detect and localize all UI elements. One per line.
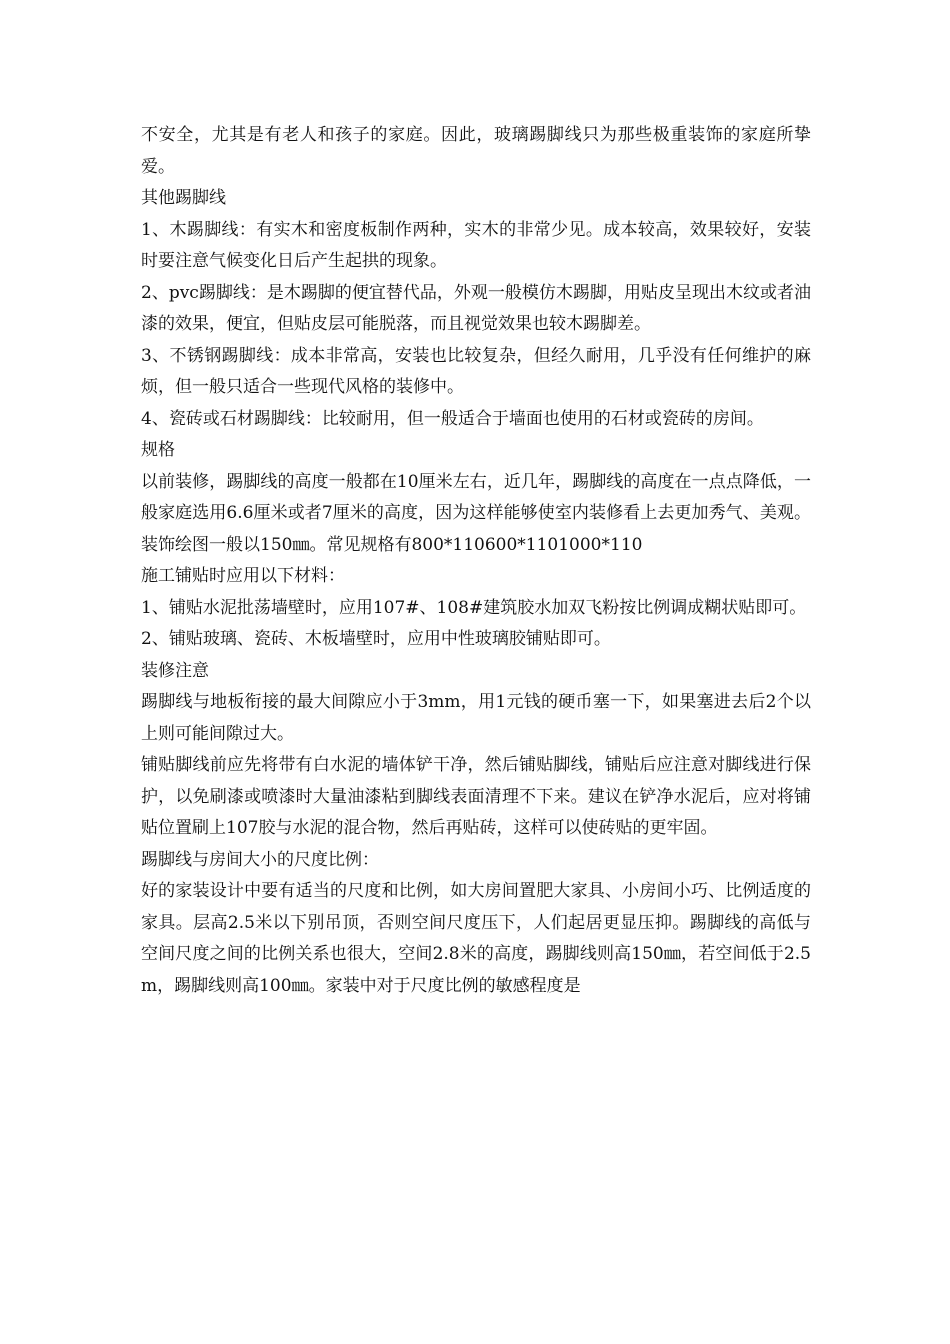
document-body	[141, 120, 811, 1002]
paragraph-glass-baseboard-safety: 不安全，尤其是有老人和孩子的家庭。因此，玻璃踢脚线只为那些极重装饰的家庭所挚爱。	[141, 125, 811, 177]
heading-installation-notes: 装修注意	[141, 660, 209, 681]
paragraph-tile-stone-baseboard: 4、瓷砖或石材踢脚线：比较耐用，但一般适合于墙面也使用的石材或瓷砖的房间。	[141, 408, 764, 429]
paragraph-gap-note: 踢脚线与地板衔接的最大间隙应小于3mm，用1元钱的硬币塞一下，如果塞进去后2个以上则可能间隙过大。	[141, 692, 811, 744]
paragraph-room-proportion: 好的家装设计中要有适当的尺度和比例，如大房间置肥大家具、小房间小巧、比例适度的家具。层高2.5米以下别吊顶，否则空间尺度压下，人们起居更显压抑。踢脚线的高低与空间尺度之间的比例关系也很大，空间2.8米的高度，踢脚线则高150㎜，若空间低于2.5m，踢脚线则高100㎜。家装中对于尺度比例的敏感程度是	[141, 881, 811, 996]
paragraph-wood-baseboard: 1、木踢脚线：有实木和密度板制作两种，实木的非常少见。成本较高，效果较好，安装时要注意气候变化日后产生起拱的现象。	[141, 219, 811, 271]
heading-other-baseboards: 其他踢脚线	[141, 188, 226, 208]
paragraph-preparation-note: 铺贴脚线前应先将带有白水泥的墙体铲干净，然后铺贴脚线，铺贴后应注意对脚线进行保护，以免刷漆或喷漆时大量油漆粘到脚线表面清理不下来。建议在铲净水泥后，应对将铺贴位置刷上107胶与水泥的混合物，然后再贴砖，这样可以使砖贴的更牢固。	[141, 755, 811, 838]
paragraph-pvc-baseboard: 2、pvc踢脚线：是木踢脚的便宜替代品，外观一般模仿木踢脚，用贴皮呈现出木纹或者油漆的效果，便宜，但贴皮层可能脱落，而且视觉效果也较木踢脚差。	[141, 282, 811, 334]
paragraph-specifications: 以前装修，踢脚线的高度一般都在10厘米左右，近几年，踢脚线的高度在一点点降低，一般家庭选用6.6厘米或者7厘米的高度，因为这样能够使室内装修看上去更加秀气、美观。装饰绘图一般以150㎜。常见规格有800*110600*1101000*110	[141, 471, 811, 555]
paragraph-cement-wall: 1、铺贴水泥批荡墙壁时，应用107#、108#建筑胶水加双飞粉按比例调成糊状贴即可。	[141, 597, 807, 618]
paragraph-glass-tile-wood-wall: 2、铺贴玻璃、瓷砖、木板墙壁时，应用中性玻璃胶铺贴即可。	[141, 629, 611, 649]
paragraph-installation-materials: 施工铺贴时应用以下材料：	[141, 566, 345, 586]
heading-room-proportion: 踢脚线与房间大小的尺度比例：	[141, 849, 379, 870]
heading-specifications: 规格	[141, 440, 175, 460]
paragraph-stainless-baseboard: 3、不锈钢踢脚线：成本非常高，安装也比较复杂，但经久耐用，几乎没有任何维护的麻烦，但一般只适合一些现代风格的装修中。	[141, 345, 811, 397]
